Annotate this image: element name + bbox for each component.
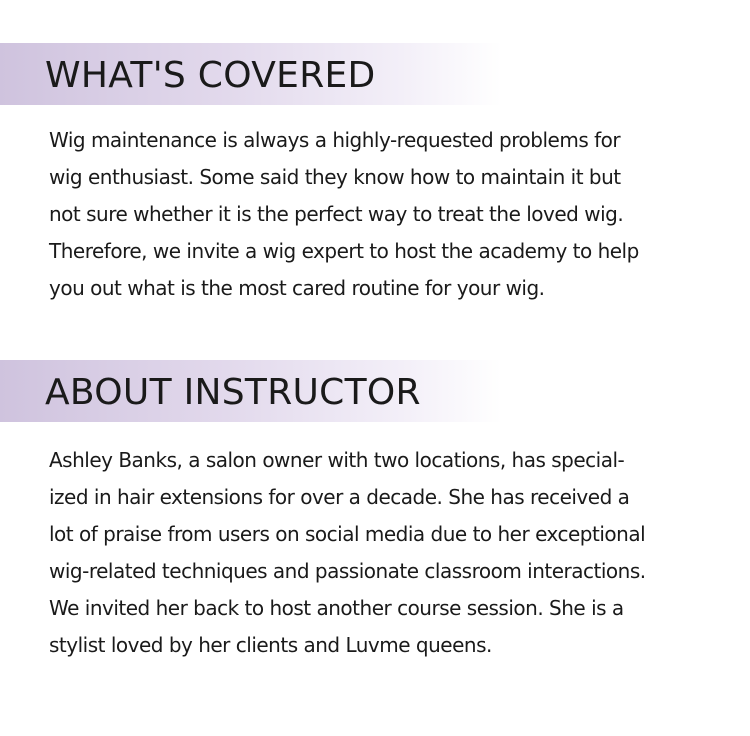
paragraph-line: wig-related techniques and passionate classroom interactions.: [49, 559, 646, 583]
paragraph-line: Ashley Banks, a salon owner with two locations, has special-: [49, 448, 625, 472]
paragraph-line: ized in hair extensions for over a decade. She has received a: [49, 485, 630, 509]
whats-covered-paragraph: [49, 122, 709, 307]
paragraph-line: you out what is the most cared routine for your wig.: [49, 276, 545, 300]
section-title-whats-covered: WHAT'S COVERED: [45, 55, 376, 96]
paragraph-line: Therefore, we invite a wig expert to host the academy to help: [49, 239, 639, 263]
paragraph-line: stylist loved by her clients and Luvme queens.: [49, 633, 492, 657]
about-instructor-paragraph: [49, 442, 709, 664]
paragraph-line: We invited her back to host another course session. She is a: [49, 596, 624, 620]
paragraph-line: Wig maintenance is always a highly-requested problems for: [49, 128, 621, 152]
section-title-about-instructor: ABOUT INSTRUCTOR: [45, 372, 421, 413]
paragraph-line: lot of praise from users on social media due to her exceptional: [49, 522, 646, 546]
paragraph-line: wig enthusiast. Some said they know how to maintain it but: [49, 165, 621, 189]
paragraph-line: not sure whether it is the perfect way to treat the loved wig.: [49, 202, 624, 226]
